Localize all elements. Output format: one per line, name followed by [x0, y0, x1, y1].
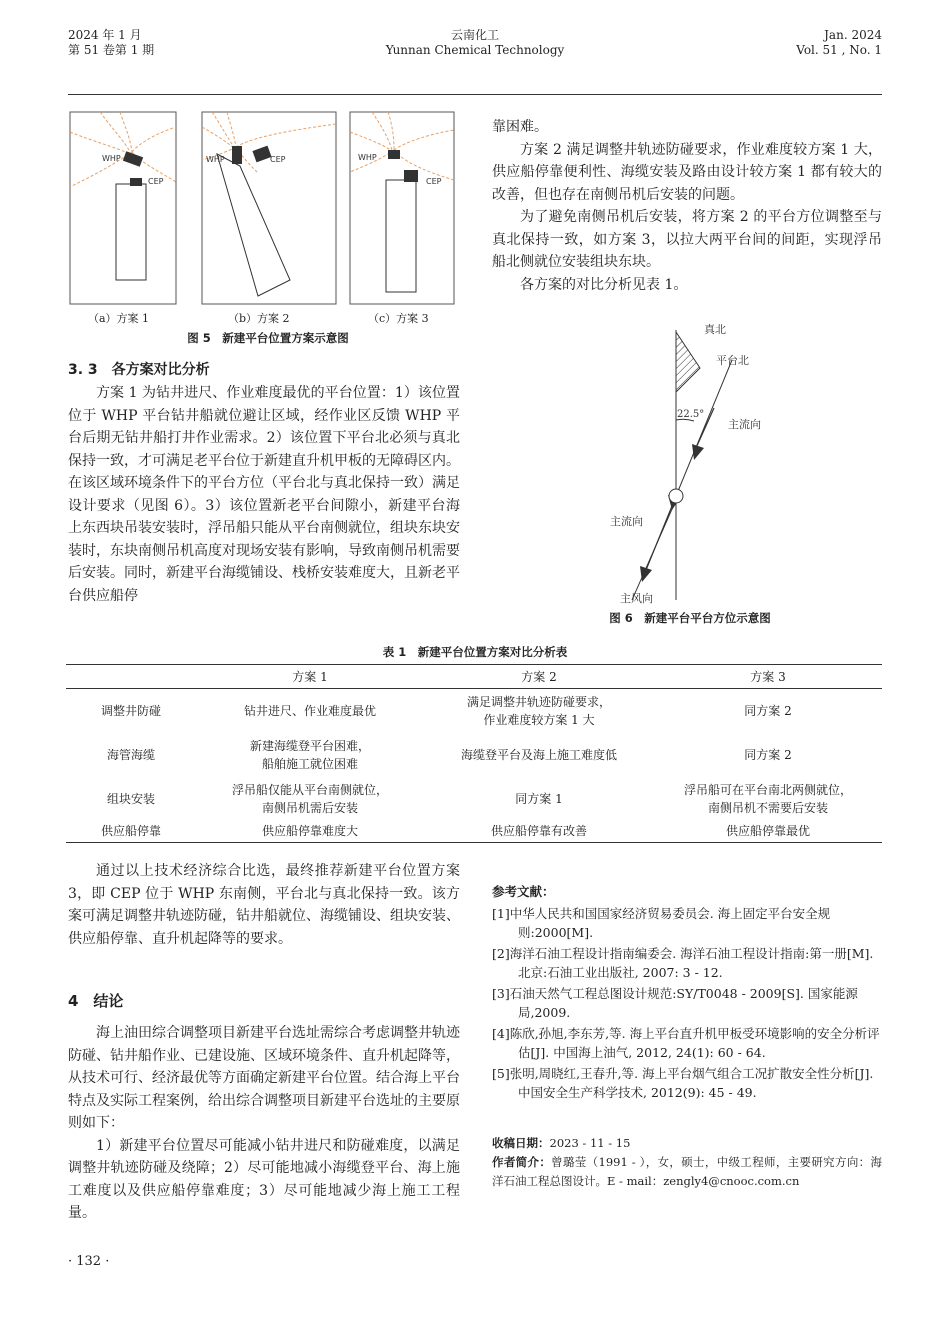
figure-6-diagram [590, 320, 790, 605]
author-label: 作者简介： [492, 1155, 552, 1169]
header-right [700, 28, 882, 58]
cep-label-a: CEP [148, 177, 164, 186]
references-title: 参考文献： [492, 884, 555, 899]
header-date: 2024 年 1 月 [68, 28, 142, 42]
reference-item: [2]海洋石油工程设计指南编委会. 海洋石油工程设计指南:第一册[M]. 北京:石油工业出版社, 2007: 3 - 12. [492, 946, 874, 980]
reference-item: [1]中华人民共和国国家经济贸易委员会. 海上固定平台安全规则:2000[M]. [492, 906, 831, 940]
header-volume: 第 51 卷第 1 期 [68, 43, 155, 57]
table-cell: 同方案 2 [744, 747, 792, 762]
figure-6 [590, 320, 790, 630]
figure-5 [68, 110, 468, 346]
main-wind-label: 主风向 [620, 592, 653, 605]
table-header-cell [66, 665, 196, 689]
whp-label-a: WHP [102, 154, 121, 163]
section-4-title: 4 结论 [68, 992, 124, 1010]
table-row-label: 组块安装 [106, 791, 155, 806]
received-line [492, 1134, 882, 1153]
section-4-body [68, 1022, 460, 1225]
table-row-label: 海管海缆 [106, 747, 155, 762]
fig6-caption: 图 6 新建平台平台方位示意图 [609, 611, 771, 625]
figure-5-panels [68, 110, 468, 310]
panel-a [70, 112, 176, 304]
table-row [66, 733, 882, 777]
journal-name-cn: 云南化工 [450, 28, 499, 42]
whp-label-b: WHP [206, 155, 225, 164]
table-cell: 浮吊船仅能从平台南侧就位， 南侧吊机需后安装 [231, 782, 388, 815]
comparison-table [66, 664, 882, 843]
right-column-text [492, 116, 882, 296]
platform-marker [669, 489, 683, 503]
continuation-text: 靠困难。 [492, 119, 548, 135]
received-date: 2023 - 11 - 15 [549, 1136, 631, 1150]
reference-item: [4]陈欣,孙旭,李东芳,等. 海上平台直升机甲板受环境影响的安全分析评估[J]. 中国海上油气, 2012, 24(1): 60 - 64. [492, 1026, 880, 1060]
table-cell: 同方案 1 [515, 791, 563, 806]
table-row-label: 供应船停靠 [100, 824, 161, 839]
section-3-3-para1: 方案 1 为钻井进尺、作业难度最优的平台位置：1）该位置位于 WHP 平台钻井船就位避让区域，经作业区反馈 WHP 平台后期无钻井船打井作业需求。2）该位置下平台北必须与真北保持一致，才可满足老平台位于新建直升机甲板的无障碍区内。在该区域环境条件下的平台方位（平台北与真北保持一致）满足设计要求（见图 6）。3）该位置新老平台间隙小，新建平台海上东西块吊装安装时，浮吊船只能从平台南侧就位，组块东块安装时，东块南侧吊机高度对现场安装有影响，导致南侧吊机需要后安装。同时，新建平台海缆铺设、栈桥安装难度大，且新老平台供应船停 [68, 385, 460, 604]
section-4-para1: 海上油田综合调整项目新建平台选址需综合考虑调整井轨迹防碰、钻井船作业、已建设施、区域环境条件、直升机起降等，从技术可行、经济最优等方面确定新建平台位置。结合海上平台特点及实际工程案例，给出综合调整项目新建平台选址的主要原则如下： [68, 1025, 460, 1131]
table-header-cell: 方案 2 [521, 670, 557, 684]
fig5-sub-a: （a）方案 1 [88, 312, 150, 325]
header-volume-en: Vol. 51 , No. 1 [796, 43, 882, 57]
right-para4: 各方案的对比分析见表 1。 [520, 276, 688, 293]
after-table-para: 通过以上技术经济综合比选，最终推荐新建平台位置方案 3，即 CEP 位于 WHP 东南侧，平台北与真北保持一致。该方案可满足调整井轨迹防碰，钻井船就位、海缆铺设、组块安装、供应船停靠、直升机起降等的要求。 [68, 863, 460, 947]
table-cell: 满足调整井轨迹防碰要求， 作业难度较方案 1 大 [466, 694, 611, 727]
author-bio: 曾璐莹（1991 - ），女，硕士，中级工程师，主要研究方向：海洋石油工程总图设计。E - mail：zengly4@cnooc.com.cn [492, 1155, 883, 1188]
panel-c [350, 112, 454, 304]
fig5-sub-b: （b）方案 2 [228, 312, 290, 325]
table1-title: 表 1 新建平台位置方案对比分析表 [382, 645, 568, 659]
reference-item: [5]张明,周晓红,王春升,等. 海上平台烟气组合工况扩散安全性分析[J]. 中国安全生产科学技术, 2012(9): 45 - 49. [492, 1066, 874, 1100]
references [492, 882, 882, 1104]
table-cell: 供应船停靠最优 [725, 824, 810, 839]
main-current-label-1: 主流向 [728, 418, 761, 431]
header-center [340, 28, 610, 58]
section-4-para2: 1）新建平台位置尽可能减小钻井进尺和防碰难度，以满足调整井轨迹防碰及绕障；2）尽可能地减小海缆登平台、海上施工难度以及供应船停靠难度；3）尽可能地减少海上施工工程量。 [68, 1137, 460, 1221]
table-cell: 钻井进尺、作业难度最优 [243, 703, 376, 718]
right-para3: 为了避免南侧吊机后安装，将方案 2 的平台方位调整至与真北保持一致，如方案 3，以拉大两平台间的间距，实现浮吊船北侧就位安装组块东块。 [492, 209, 882, 270]
table-cell: 海缆登平台及海上施工难度低 [460, 747, 617, 762]
page-number: · 132 · [68, 1254, 110, 1269]
header-date-en: Jan. 2024 [824, 28, 882, 42]
table-cell: 供应船停靠有改善 [490, 824, 587, 839]
whp-label-c: WHP [358, 153, 377, 162]
journal-name-en: Yunnan Chemical Technology [385, 43, 565, 57]
fig5-sub-c: （c）方案 3 [368, 312, 429, 325]
angle-label: 22.5° [677, 409, 705, 420]
header-rule [68, 94, 882, 95]
table-cell: 同方案 2 [744, 703, 792, 718]
table-row [66, 689, 882, 733]
cep-label-c: CEP [426, 177, 442, 186]
table-cell: 浮吊船可在平台南北两侧就位， 南侧吊机不需要后安装 [683, 782, 852, 815]
north-flag [676, 332, 700, 392]
section-3-3-title: 3. 3 各方案对比分析 [68, 362, 210, 378]
conclusion-intro [68, 860, 460, 950]
main-current-label-2: 主流向 [610, 515, 643, 528]
section-3-3-body [68, 382, 460, 607]
author-line [492, 1153, 882, 1191]
reference-item: [3]石油天然气工程总图设计规范:SY/T0048 - 2009[S]. 国家能源局,2009. [492, 986, 858, 1020]
cep-label-b: CEP [270, 155, 286, 164]
right-para2: 方案 2 满足调整井轨迹防碰要求，作业难度较方案 1 大，供应船停靠便利性、海缆安装及路由设计较方案 1 都有较大的改善，但也存在南侧吊机后安装的问题。 [492, 141, 882, 203]
true-north-label: 真北 [704, 323, 726, 336]
platform-north-label: 平台北 [716, 354, 749, 367]
table-cell: 新建海缆登平台困难， 船舶施工就位困难 [249, 738, 370, 771]
reference-list [492, 904, 882, 1102]
panel-b [202, 112, 336, 304]
table-header-cell: 方案 1 [292, 670, 328, 684]
table1 [66, 664, 882, 843]
table-row [66, 821, 882, 843]
table-row [66, 777, 882, 821]
table-row-label: 调整井防碰 [100, 703, 161, 718]
fig5-caption: 图 5 新建平台位置方案示意图 [187, 331, 349, 345]
header-left [68, 28, 228, 58]
article-meta [492, 1134, 882, 1191]
received-label: 收稿日期： [492, 1136, 550, 1150]
table-cell: 供应船停靠难度大 [261, 824, 358, 839]
table-header-cell: 方案 3 [750, 670, 786, 684]
